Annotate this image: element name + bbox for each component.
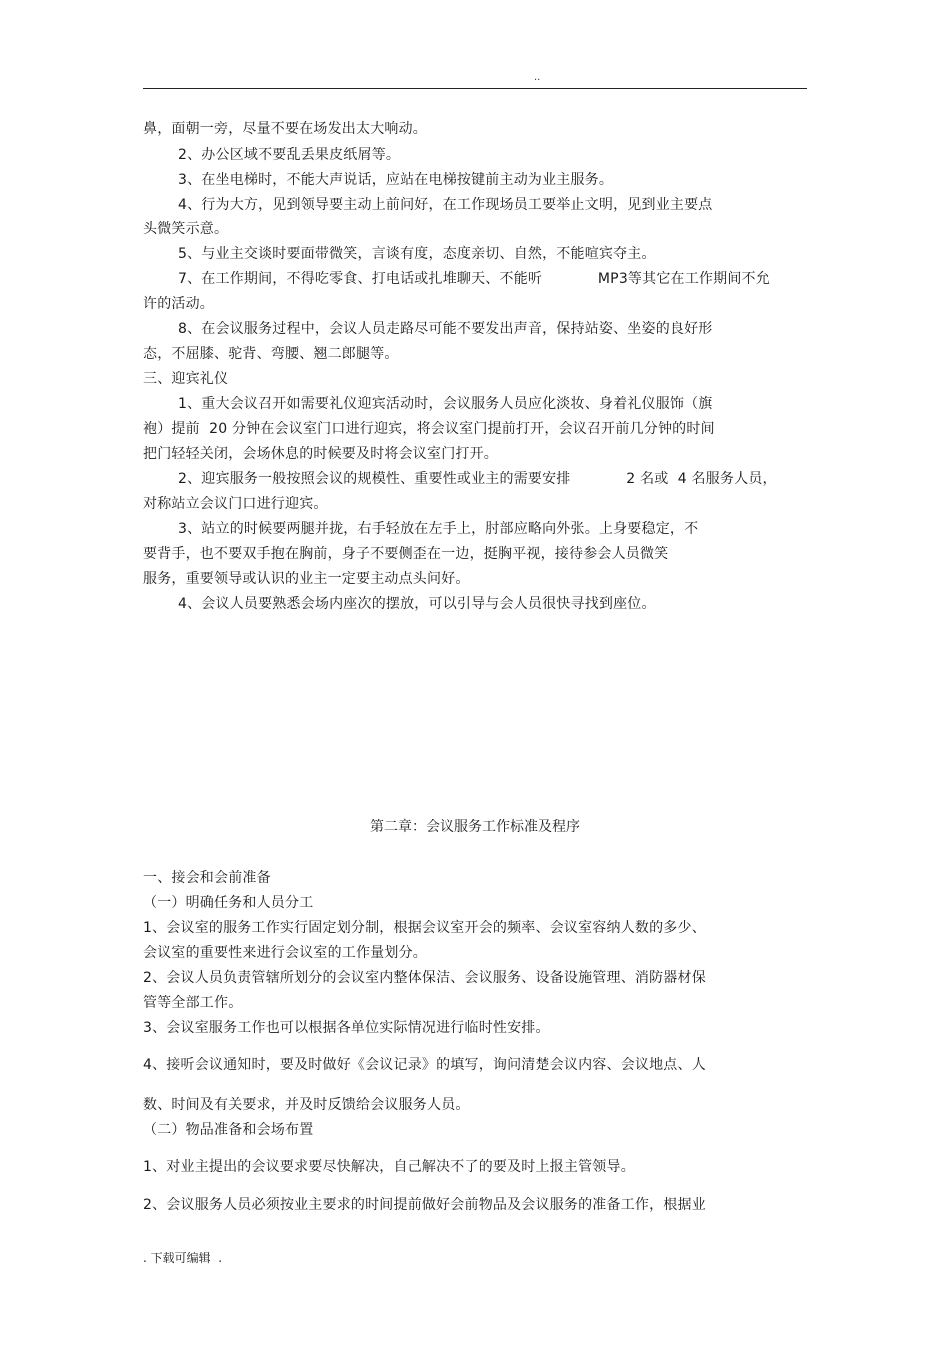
body-line: 会议室的重要性来进行会议室的工作量划分。 [143, 945, 427, 961]
body-line: 4、会议人员要熟悉会场内座次的摆放，可以引导与会人员很快寻找到座位。 [178, 596, 656, 612]
body-line: 2、会议人员负责管辖所划分的会议室内整体保洁、会议服务、设备设施管理、消防器材保 [143, 970, 706, 986]
body-line: 服务，重要领导或认识的业主一定要主动点头问好。 [143, 571, 470, 587]
body-line: 3、在坐电梯时，不能大声说话，应站在电梯按键前主动为业主服务。 [178, 172, 614, 188]
body-line: 对称站立会议门口进行迎宾。 [143, 496, 328, 512]
body-line: 1、会议室的服务工作实行固定划分制，根据会议室开会的频率、会议室容纳人数的多少、 [143, 920, 706, 936]
body-line: 8、在会议服务过程中，会议人员走路尽可能不要发出声音，保持站姿、坐姿的良好形 [178, 321, 713, 337]
chapter-title: 第二章：会议服务工作标准及程序 [370, 819, 580, 835]
body-line: 4、行为大方，见到领导要主动上前问好，在工作现场员工要举止文明，见到业主要点 [178, 197, 713, 213]
body-line: 头微笑示意。 [143, 221, 229, 237]
subsection-heading: （二）物品准备和会场布置 [143, 1122, 314, 1138]
body-line: 3、站立的时候要两腿并拢，右手轻放在左手上，肘部应略向外张。上身要稳定，不 [178, 521, 699, 537]
body-line: 2、会议服务人员必须按业主要求的时间提前做好会前物品及会议服务的准备工作，根据业 [143, 1197, 706, 1213]
footer-note: . 下载可编辑 . [143, 1251, 223, 1265]
body-line: 7、在工作期间，不得吃零食、打电话或扎堆聊天、不能听 MP3等其它在工作期间不允 [178, 271, 770, 287]
body-line: 5、与业主交谈时要面带微笑，言谈有度，态度亲切、自然，不能喧宾夺主。 [178, 246, 656, 262]
body-line: 2、办公区域不要乱丢果皮纸屑等。 [178, 147, 401, 163]
body-line: 1、对业主提出的会议要求要尽快解决，自己解决不了的要及时上报主管领导。 [143, 1159, 635, 1175]
section-heading: 三、迎宾礼仪 [143, 371, 229, 387]
body-line: 3、会议室服务工作也可以根据各单位实际情况进行临时性安排。 [143, 1020, 550, 1036]
body-line: 4、接听会议通知时，要及时做好《会议记录》的填写，询问清楚会议内容、会议地点、人 [143, 1057, 706, 1073]
header-rule [143, 88, 807, 89]
body-line: 1、重大会议召开如需要礼仪迎宾活动时，会议服务人员应化淡妆、身着礼仪服饰（旗 [178, 396, 713, 412]
body-line: 数、时间及有关要求，并及时反馈给会议服务人员。 [143, 1097, 470, 1113]
header-dots: .. [534, 72, 541, 83]
body-line: 2、迎宾服务一般按照会议的规模性、重要性或业主的需要安排 2 名或 4 名服务人员， [178, 471, 777, 487]
body-line: 鼻，面朝一旁，尽量不要在场发出太大响动。 [143, 121, 427, 137]
body-line: 袍）提前 20 分钟在会议室门口进行迎宾，将会议室门提前打开，会议召开前几分钟的时间 [143, 421, 715, 437]
body-line: 管等全部工作。 [143, 995, 243, 1011]
section-heading: 一、接会和会前准备 [143, 870, 271, 886]
body-line: 把门轻轻关闭，会场休息的时候要及时将会议室门打开。 [143, 446, 498, 462]
body-line: 要背手，也不要双手抱在胸前，身子不要侧歪在一边，挺胸平视，接待参会人员微笑 [143, 546, 669, 562]
subsection-heading: （一）明确任务和人员分工 [143, 895, 314, 911]
body-line: 态，不屈膝、驼背、弯腰、翘二郎腿等。 [143, 346, 399, 362]
body-line: 许的活动。 [143, 296, 214, 312]
